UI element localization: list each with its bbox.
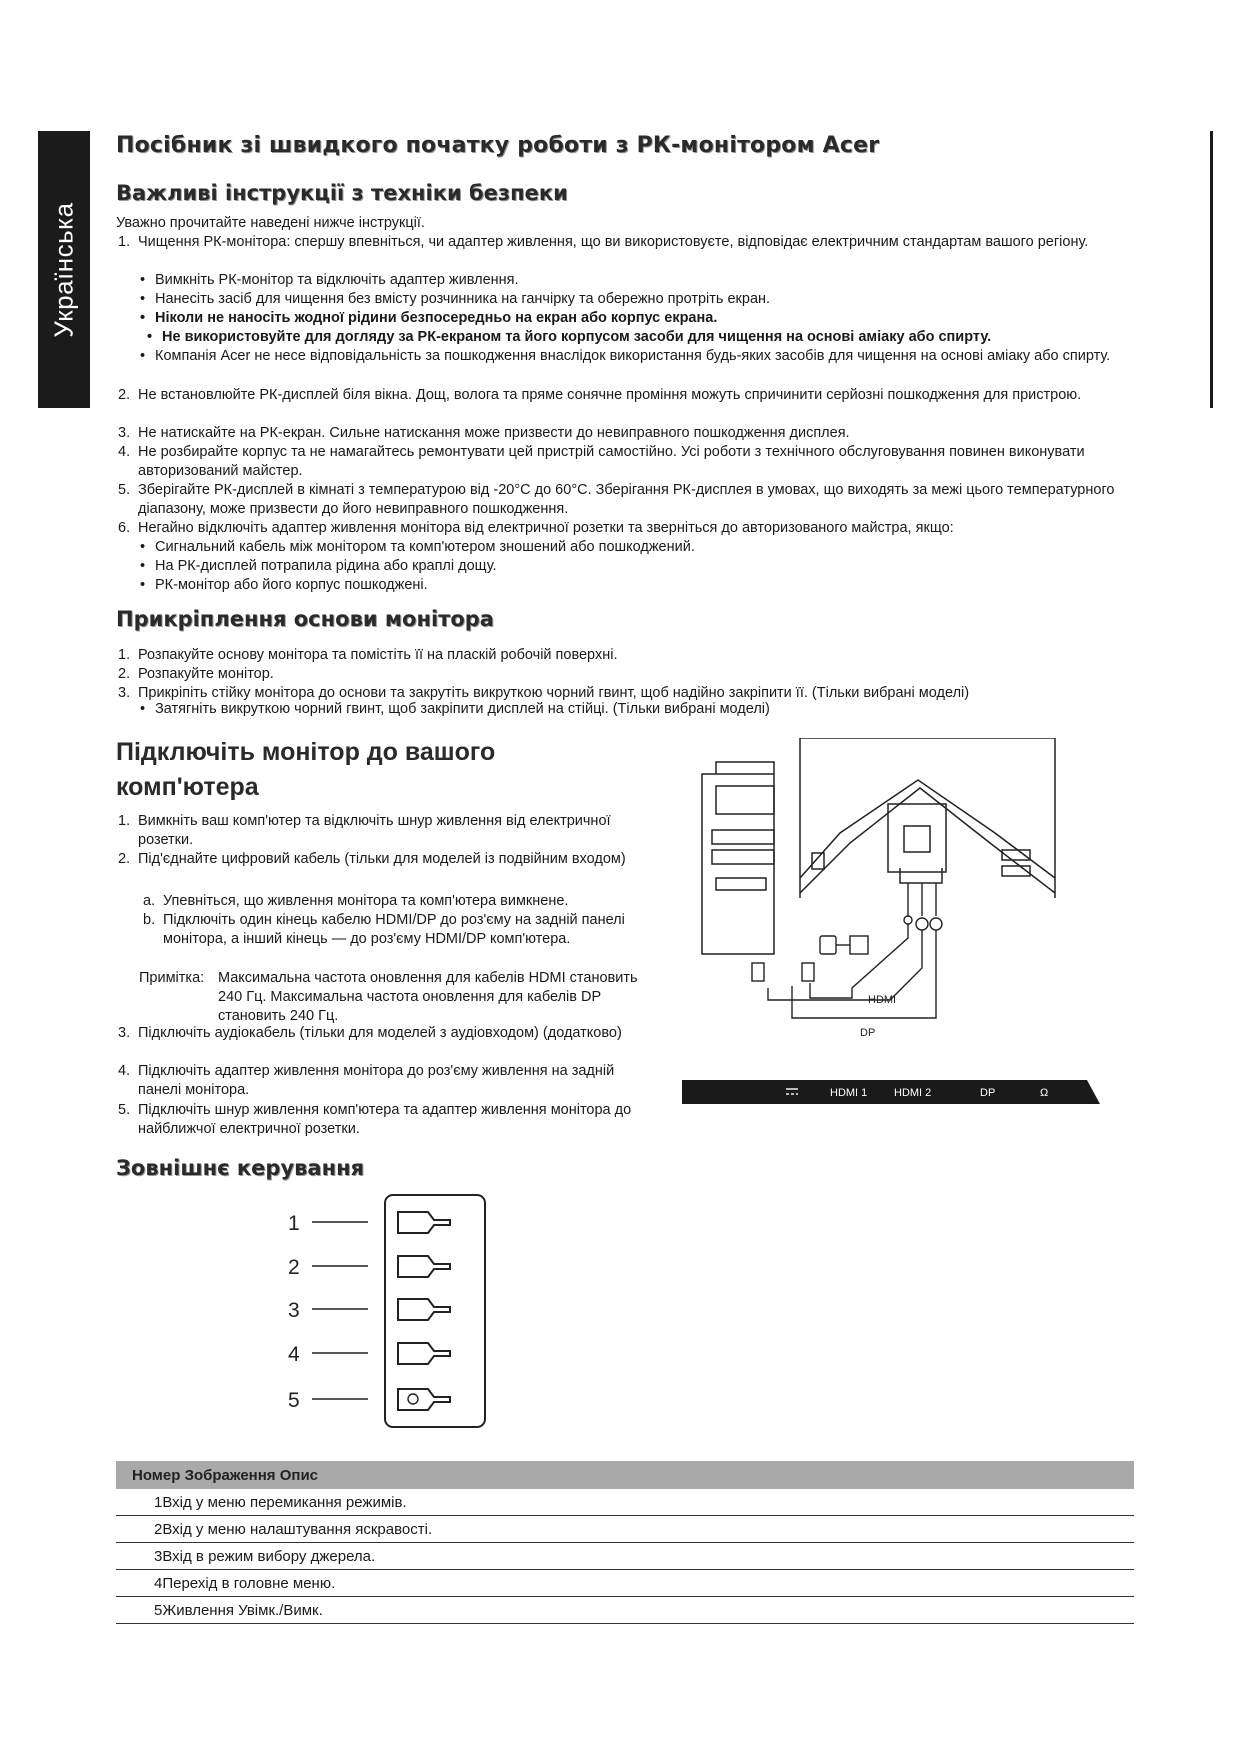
button-number: 4	[288, 1343, 300, 1366]
item-number: 5.	[118, 482, 131, 498]
connect-sub-b	[143, 911, 653, 949]
right-margin-rule	[1210, 131, 1213, 408]
page-title: Посібник зі швидкого початку роботи з РК-монітором Acer	[116, 133, 880, 158]
item-number: 1.	[118, 234, 131, 250]
bullet-item: • Компанія Acer не несе відповідальність за пошкодження внаслідок використання будь-яких засобів для чищення на основі аміаку або спирту.	[155, 347, 1115, 366]
item-text: Чищення РК-монітора: спершу впевніться, чи адаптер живлення, що ви використовуєте, відповідає електричним стандартам вашого регіону.	[138, 234, 1089, 250]
language-tab-label: Українська	[48, 201, 79, 338]
dp-cable-label: DP	[860, 1027, 876, 1039]
safety-item-5	[118, 481, 1128, 519]
item-number: 3.	[118, 685, 131, 701]
table-cell: 3Вхід в режим вибору джерела.	[116, 1543, 1134, 1570]
item-number: 2.	[118, 666, 131, 682]
bullet-item: • Вимкніть РК-монітор та відключіть адаптер живлення.	[155, 271, 519, 290]
note-text: Максимальна частота оновлення для кабелів HDMI становить 240 Гц. Максимальна частота оновлення для кабелів DP становить 240 Гц.	[218, 970, 638, 1024]
bullet-item: • Затягніть викруткою чорний гвинт, щоб закріпити дисплей на стійці. (Тільки вибрані моделі)	[155, 700, 770, 719]
item-number: 6.	[118, 520, 131, 536]
item-text: Не встановлюйте РК-дисплей біля вікна. Дощ, волога та пряме сонячне проміння можуть спричинити серйозні пошкодження для пристрою.	[138, 387, 1082, 403]
item-number: 3.	[118, 1025, 131, 1041]
connect-sub-a	[143, 892, 643, 911]
item-text: Упевніться, що живлення монітора та комп'ютера вимкнене.	[163, 893, 569, 909]
power-key-icon	[398, 1389, 450, 1410]
item-text: Не розбирайте корпус та не намагайтесь ремонтувати цей пристрій самостійно. Усі роботи з технічного обслуговування повинен виконувати авторизований майстер.	[138, 444, 1085, 479]
language-tab	[38, 131, 90, 408]
button-callout-2	[288, 1256, 450, 1279]
item-number: 2.	[118, 387, 131, 403]
item-text: Підключіть аудіокабель (тільки для моделей з аудіовходом) (додатково)	[138, 1025, 622, 1041]
item-text: Під'єднайте цифровий кабель (тільки для моделей із подвійним входом)	[138, 851, 626, 867]
port-dp-label: DP	[980, 1087, 996, 1099]
item-text: Розпакуйте основу монітора та помістіть її на пласкій робочій поверхні.	[138, 647, 618, 663]
table-cell: 1Вхід у меню перемикання режимів.	[116, 1489, 1134, 1516]
port-bar	[682, 1080, 1109, 1104]
button-callout-4	[288, 1343, 450, 1366]
item-text: Не натискайте на РК-екран. Сильне натискання може призвести до невиправного пошкодження дисплея.	[138, 425, 850, 441]
pc-tower-illustration	[702, 762, 774, 954]
table-cell: 4Перехід в головне меню.	[116, 1570, 1134, 1597]
bullet-item: • РК-монітор або його корпус пошкоджені.	[155, 576, 428, 595]
item-text: Розпакуйте монітор.	[138, 666, 274, 682]
table-row	[116, 1489, 1134, 1516]
button-number: 2	[288, 1256, 300, 1279]
monitor-back-illustration	[800, 738, 1055, 898]
note-label: Примітка:	[139, 970, 205, 986]
item-number: 3.	[118, 425, 131, 441]
cables-illustration	[752, 883, 942, 1018]
menu-key-icon	[398, 1343, 450, 1364]
port-audio-label: Ω	[1040, 1087, 1049, 1099]
item-number: 2.	[118, 851, 131, 867]
safety-item-2	[118, 386, 1128, 405]
item-number: 5.	[118, 1102, 131, 1118]
item-text: Вимкніть ваш комп'ютер та відключіть шнур живлення від електричної розетки.	[138, 813, 611, 848]
button-number: 1	[288, 1212, 300, 1235]
button-callout-5	[288, 1389, 450, 1412]
bullet-item-bold: • Ніколи не наносіть жодної рідини безпосередньо на екран або корпус екрана.	[155, 309, 717, 328]
input-key-icon	[398, 1299, 450, 1320]
stand-heading: Прикріплення основи монітора	[116, 607, 494, 631]
table-row	[116, 1516, 1134, 1543]
item-number: a.	[143, 893, 156, 909]
table-row	[116, 1543, 1134, 1570]
connect-heading-line1: Підключіть монітор до вашого	[116, 738, 496, 766]
item-number: 4.	[118, 444, 131, 460]
safety-item-3	[118, 424, 1128, 443]
dc-power-icon	[786, 1089, 798, 1094]
item-text: Негайно відключіть адаптер живлення монітора від електричної розетки та зверніться до авторизованого майстра, якщо:	[138, 520, 954, 536]
brightness-key-icon	[398, 1256, 450, 1277]
power-icon	[408, 1394, 418, 1404]
button-number: 5	[288, 1389, 300, 1412]
table-header: Номер Зображення Опис	[116, 1461, 1134, 1489]
connect-item-2	[118, 850, 643, 869]
item-number: 1.	[118, 813, 131, 829]
table-row	[116, 1597, 1134, 1624]
table-cell: 2Вхід у меню налаштування яскравості.	[116, 1516, 1134, 1543]
bullet-item-bold: • Не використовуйте для догляду за РК-екраном та його корпусом засоби для чищення на основі аміаку або спирту.	[162, 328, 991, 347]
item-text: Прикріпіть стійку монітора до основи та закрутіть викруткою чорний гвинт, щоб надійно закріпити її. (Тільки вибрані моделі)	[138, 685, 970, 701]
button-callout-3	[288, 1299, 450, 1322]
table-row	[116, 1570, 1134, 1597]
connect-heading-line2: комп'ютера	[116, 773, 259, 801]
connect-item-3	[118, 1024, 643, 1043]
safety-item-4	[118, 443, 1128, 481]
port-hdmi2-label: HDMI 2	[894, 1087, 932, 1099]
button-number: 3	[288, 1299, 300, 1322]
safety-item-6	[118, 519, 1128, 538]
controls-table	[116, 1461, 1134, 1624]
table-cell: 5Живлення Увімк./Вимк.	[116, 1597, 1134, 1624]
connect-item-4	[118, 1062, 643, 1100]
table-header-row	[116, 1461, 1134, 1489]
stand-item-1	[118, 646, 618, 665]
joystick-key-icon	[398, 1212, 450, 1233]
port-hdmi1-label: HDMI 1	[830, 1087, 868, 1099]
hdmi-cable-label: HDMI	[868, 994, 897, 1006]
control-buttons-diagram	[280, 1190, 500, 1440]
bullet-item: • На РК-дисплей потрапила рідина або краплі дощу.	[155, 557, 497, 576]
bullet-item: • Сигнальний кабель між монітором та комп'ютером зношений або пошкоджений.	[155, 538, 695, 557]
item-text: Підключіть шнур живлення комп'ютера та адаптер живлення монітора до найближчої електричної розетки.	[138, 1102, 632, 1137]
bullet-item: • Нанесіть засіб для чищення без вмісту розчинника на ганчірку та обережно протріть екран.	[155, 290, 770, 309]
connect-item-1	[118, 812, 628, 850]
item-text: Підключіть адаптер живлення монітора до роз'єму живлення на задній панелі монітора.	[138, 1063, 615, 1098]
safety-intro: Уважно прочитайте наведені нижче інструкції.	[116, 215, 425, 231]
connect-item-5	[118, 1101, 643, 1139]
safety-heading: Важливі інструкції з техніки безпеки	[116, 181, 568, 205]
item-number: b.	[143, 912, 156, 928]
item-number: 1.	[118, 647, 131, 663]
safety-item-1	[118, 233, 1128, 252]
button-callout-1	[288, 1212, 450, 1235]
controls-heading: Зовнішнє керування	[116, 1156, 365, 1180]
item-number: 4.	[118, 1063, 131, 1079]
stand-item-2	[118, 665, 274, 684]
item-text: Підключіть один кінець кабелю HDMI/DP до роз'єму на задній панелі монітора, а інший кінець — до роз'єму HDMI/DP комп'ютера.	[163, 912, 625, 947]
port-bar-labels	[682, 1080, 1109, 1104]
connection-diagram	[690, 738, 1110, 1058]
item-text: Зберігайте РК-дисплей в кімнаті з температурою від -20°C до 60°C. Зберігання РК-дисплея в умовах, що виходять за межі цього температурного діапазону, може призвести до його невиправного пошкодження.	[138, 482, 1115, 517]
